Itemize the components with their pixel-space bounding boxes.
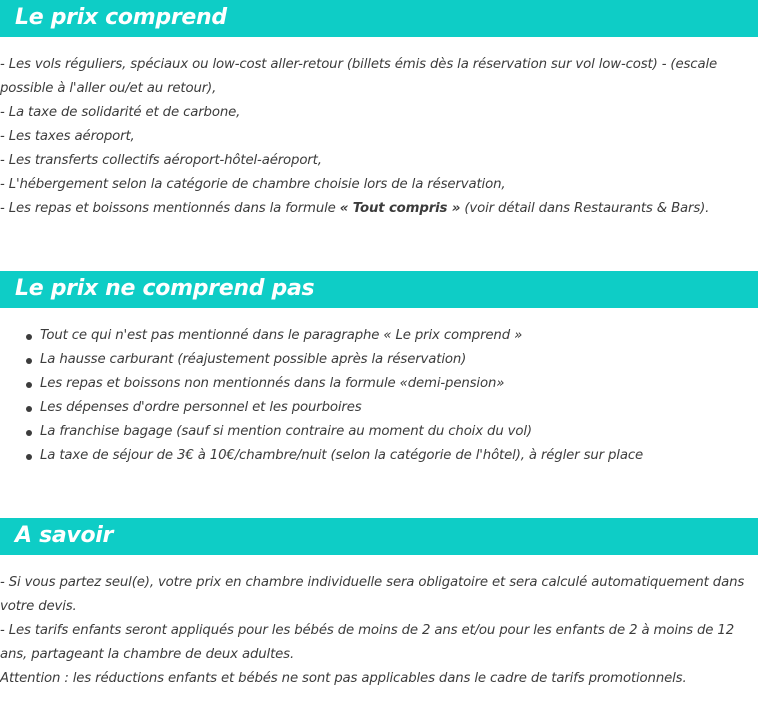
- section-header-prix-ne-comprend-pas: [0, 271, 758, 308]
- section-header-a-savoir: [0, 518, 758, 555]
- list-item: [0, 372, 643, 396]
- section-title: A savoir: [15, 523, 114, 548]
- bullet-icon: [26, 430, 32, 436]
- list-item: [0, 444, 643, 468]
- text-segment: (voir détail dans Restaurants & Bars).: [460, 201, 710, 216]
- list-item-text: Les repas et boissons non mentionnés dans la formule «demi-pension»: [40, 376, 505, 391]
- paragraph-line: - Les transferts collectifs aéroport-hôtel-aéroport,: [0, 153, 322, 168]
- list-item-text: La franchise bagage (sauf si mention contraire au moment du choix du vol): [40, 424, 532, 439]
- list-item: [0, 396, 643, 420]
- list-item: [0, 324, 643, 348]
- a-savoir-text: [0, 571, 756, 691]
- bullet-icon: [26, 406, 32, 412]
- section-header-prix-comprend: [0, 0, 758, 37]
- prix-comprend-text: [0, 53, 756, 221]
- list-item-text: La hausse carburant (réajustement possible après la réservation): [40, 352, 467, 367]
- paragraph-line: - La taxe de solidarité et de carbone,: [0, 105, 241, 120]
- paragraph-line-tout-compris: [0, 197, 756, 221]
- paragraph-line: - Si vous partez seul(e), votre prix en chambre individuelle sera obligatoire et sera calculé automatiquement dans votre devis.: [0, 575, 745, 614]
- bullet-icon: [26, 334, 32, 340]
- list-item: [0, 420, 643, 444]
- prix-ne-comprend-pas-list: [0, 324, 643, 468]
- section-title: Le prix comprend: [15, 5, 227, 30]
- list-item: [0, 348, 643, 372]
- list-item-text: Tout ce qui n'est pas mentionné dans le paragraphe « Le prix comprend »: [40, 328, 523, 343]
- text-segment: - Les repas et boissons mentionnés dans la formule: [0, 201, 340, 216]
- tout-compris-highlight: « Tout compris »: [339, 201, 461, 216]
- paragraph-line: - Les tarifs enfants seront appliqués pour les bébés de moins de 2 ans et/ou pour les enfants de 2 à moins de 12 ans, partageant la chambre de deux adultes.: [0, 623, 735, 662]
- paragraph-line: Attention : les réductions enfants et bébés ne sont pas applicables dans le cadre de tarifs promotionnels.: [0, 671, 687, 686]
- bullet-icon: [26, 454, 32, 460]
- section-title: Le prix ne comprend pas: [15, 276, 315, 301]
- paragraph-line: - Les vols réguliers, spéciaux ou low-cost aller-retour (billets émis dès la réservation sur vol low-cost) - (escale possible à l'aller ou/et au retour),: [0, 57, 718, 96]
- list-item-text: Les dépenses d'ordre personnel et les pourboires: [40, 400, 362, 415]
- paragraph-line: - Les taxes aéroport,: [0, 129, 135, 144]
- list-item-text: La taxe de séjour de 3€ à 10€/chambre/nuit (selon la catégorie de l'hôtel), à régler sur place: [40, 448, 644, 463]
- bullet-icon: [26, 358, 32, 364]
- paragraph-line: - L'hébergement selon la catégorie de chambre choisie lors de la réservation,: [0, 177, 506, 192]
- bullet-icon: [26, 382, 32, 388]
